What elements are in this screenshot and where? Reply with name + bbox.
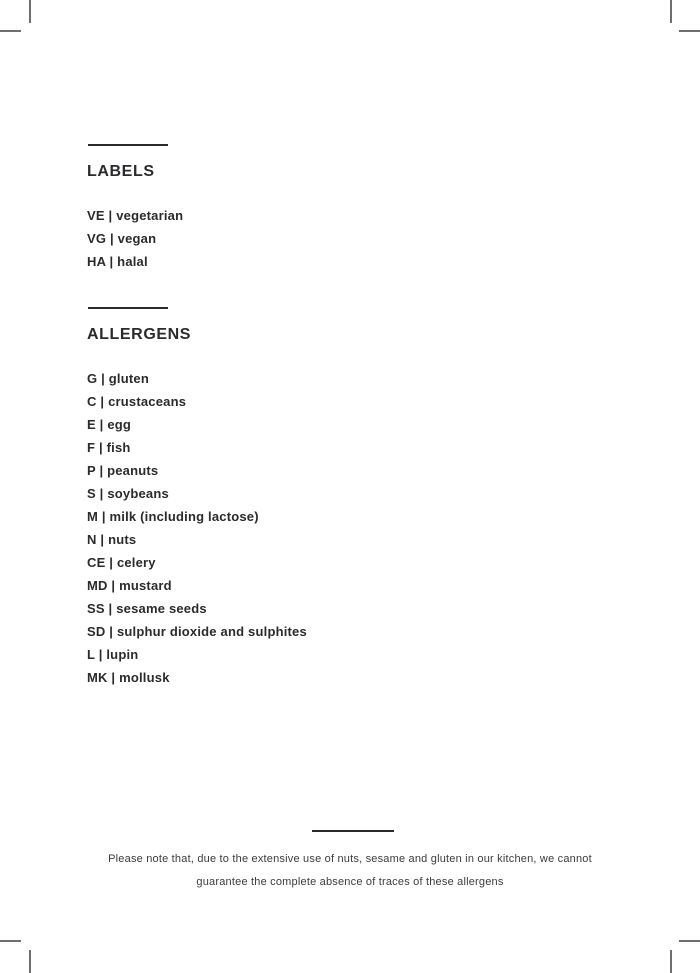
label-list-item (87, 204, 183, 227)
crop-mark-top-left-horizontal (0, 30, 21, 32)
crop-mark-top-left-vertical (29, 0, 31, 23)
allergen-name: celery (116, 555, 156, 570)
labels-list (87, 204, 183, 273)
crop-mark-bottom-left-vertical (29, 950, 31, 973)
allergen-separator: | (105, 624, 117, 639)
label-code: VG (87, 231, 107, 246)
allergen-name: lupin (106, 647, 139, 662)
allergen-name: egg (107, 417, 132, 432)
allergen-list-item (87, 436, 307, 459)
allergen-list-item (87, 551, 307, 574)
allergen-name: sulphur dioxide and sulphites (116, 624, 307, 639)
allergen-list-item (87, 574, 307, 597)
footer-disclaimer (0, 848, 700, 894)
allergen-code: L (87, 647, 95, 662)
allergen-code: E (87, 417, 96, 432)
allergen-name: soybeans (107, 486, 169, 501)
crop-mark-bottom-right-vertical (670, 950, 672, 973)
label-separator: | (106, 231, 118, 246)
allergen-separator: | (104, 601, 117, 616)
allergen-list-item (87, 390, 307, 413)
allergen-name: sesame seeds (116, 601, 207, 616)
footer-disclaimer-line2: guarantee the complete absence of traces of these allergens (196, 876, 504, 888)
label-name: vegan (117, 231, 157, 246)
allergen-code: MK (87, 670, 108, 685)
labels-heading: LABELS (87, 163, 155, 180)
label-name: vegetarian (116, 208, 184, 223)
allergen-list-item (87, 528, 307, 551)
allergen-separator: | (95, 463, 108, 478)
allergen-separator: | (94, 647, 107, 662)
allergen-list-item (87, 413, 307, 436)
label-name: halal (117, 254, 148, 269)
allergen-separator: | (96, 394, 109, 409)
label-list-item (87, 227, 183, 250)
crop-mark-top-right-vertical (670, 0, 672, 23)
allergen-name: gluten (108, 371, 149, 386)
allergen-separator: | (95, 440, 107, 455)
allergen-code: G (87, 371, 98, 386)
allergens-heading: ALLERGENS (87, 326, 192, 343)
label-separator: | (104, 208, 117, 223)
allergens-list (87, 367, 307, 689)
crop-mark-top-right-horizontal (679, 30, 700, 32)
allergen-list-item (87, 482, 307, 505)
allergen-name: milk (including lactose) (109, 509, 259, 524)
allergen-separator: | (105, 555, 117, 570)
allergen-list-item (87, 597, 307, 620)
allergen-separator: | (95, 417, 108, 432)
allergen-name: nuts (108, 532, 137, 547)
allergen-code: M (87, 509, 99, 524)
label-code: HA (87, 254, 106, 269)
allergen-separator: | (107, 670, 120, 685)
footer-divider (312, 830, 394, 832)
allergen-code: F (87, 440, 96, 455)
allergen-separator: | (98, 509, 110, 524)
crop-mark-bottom-left-horizontal (0, 940, 21, 942)
allergen-list-item (87, 643, 307, 666)
allergen-separator: | (95, 486, 108, 501)
label-list-item (87, 250, 183, 273)
allergen-list-item (87, 367, 307, 390)
allergen-code: CE (87, 555, 106, 570)
label-separator: | (105, 254, 118, 269)
allergens-section-divider (88, 307, 168, 309)
allergen-list-item (87, 459, 307, 482)
allergen-list-item (87, 505, 307, 528)
allergen-name: crustaceans (108, 394, 187, 409)
allergen-separator: | (107, 578, 120, 593)
footer-disclaimer-line1: Please note that, due to the extensive use of nuts, sesame and gluten in our kitchen, we cannot (108, 853, 592, 865)
allergen-name: peanuts (107, 463, 159, 478)
allergen-name: mollusk (119, 670, 170, 685)
allergen-name: mustard (119, 578, 172, 593)
allergen-code: SD (87, 624, 106, 639)
allergen-code: N (87, 532, 97, 547)
allergen-separator: | (96, 532, 109, 547)
allergen-separator: | (97, 371, 109, 386)
allergen-code: SS (87, 601, 105, 616)
allergen-code: P (87, 463, 96, 478)
allergen-list-item (87, 666, 307, 689)
crop-mark-bottom-right-horizontal (679, 940, 700, 942)
labels-section-divider (88, 144, 168, 146)
allergen-code: MD (87, 578, 108, 593)
allergen-name: fish (106, 440, 131, 455)
allergen-list-item (87, 620, 307, 643)
allergen-code: C (87, 394, 97, 409)
allergen-code: S (87, 486, 96, 501)
label-code: VE (87, 208, 105, 223)
